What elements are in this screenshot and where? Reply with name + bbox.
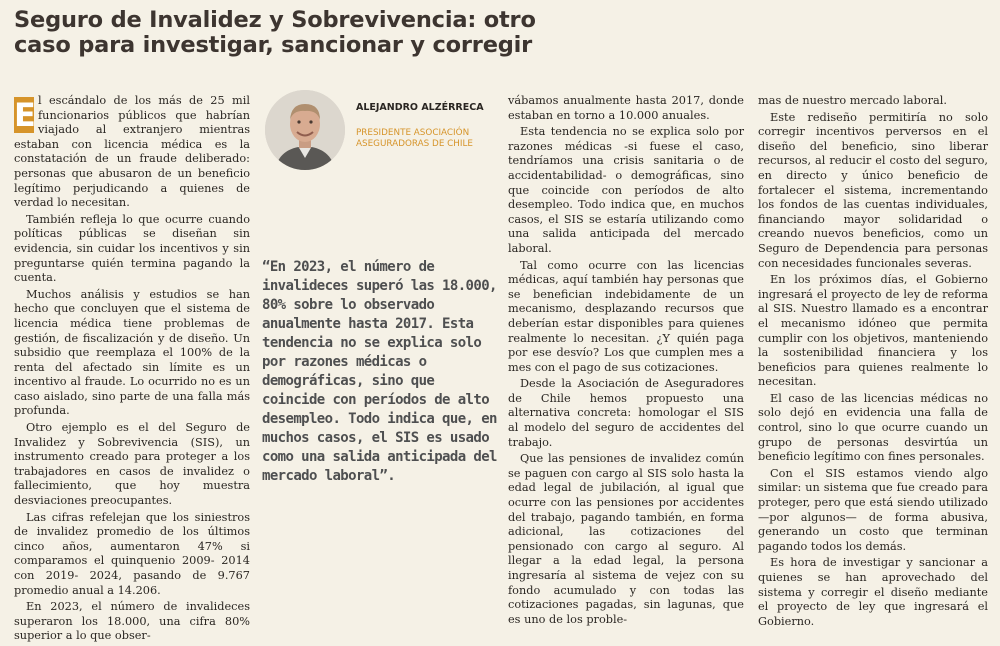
paragraph: Esta tendencia no se explica solo por razones médicas -si fuese el caso, tendríamos una crisis sanitaria o de accidentabilidad- o demográficas, sino que coincide con períodos de alto desempleo. Todo indica que, en muchos casos, el SIS se estaría utilizando como una salida anticipada del mercado laboral. [508, 125, 744, 255]
pull-quote: “En 2023, el número de invalideces superó las 18.000, 80% sobre lo observado anualmente hasta 2017. Esta tendencia no se explica solo por razones médicas o demográficas, sino que coincide con períodos de alto desempleo. Todo indica que, en muchos casos, el SIS es usado como una salida anticipada del mercado laboral”. [262, 259, 497, 484]
author-role: PRESIDENTE ASOCIACIÓN ASEGURADORAS DE CHILE [356, 128, 473, 149]
article-column-3 [508, 94, 744, 629]
paragraph: Otro ejemplo es el del Seguro de Invalidez y Sobrevivencia (SIS), un instrumento creado para proteger a los trabajadores en casos de invalidez o fallecimiento, que hoy muestra desviaciones preocupantes. [14, 421, 250, 508]
paragraph: Desde la Asociación de Aseguradores de Chile hemos propuesto una alternativa concreta: homologar el SIS al modelo del seguro de accidentes del trabajo. [508, 377, 744, 449]
paragraph: mas de nuestro mercado laboral. [758, 94, 947, 107]
paragraph: Que las pensiones de invalidez común se paguen con cargo al SIS solo hasta la edad legal de jubilación, al igual que ocurre con las pensiones por accidentes del trabajo, pagando también, en forma adicional, las cotizaciones del pensionado con cargo al seguro. Al llegar a la edad legal, la persona ingresaría al sistema de vejez con su fondo acumulado y con todas las cotizaciones pagadas, sin lagunas, que es uno de los proble- [508, 452, 744, 626]
author-byline [262, 90, 502, 176]
article-headline: Seguro de Invalidez y Sobrevivencia: otro caso para investigar, sancionar y corregir [14, 7, 536, 58]
author-portrait-icon [265, 90, 345, 170]
paragraph: En 2023, el número de invalideces superaron los 18.000, una cifra 80% superior a lo que obser- [14, 600, 250, 643]
paragraph: Este rediseño permitiría no solo corregir incentivos perversos en el diseño del beneficio, sino liberar recursos, al reducir el costo del seguro, en directo y único beneficio de fortalecer el sistema, incrementando los fondos de las cuentas individuales, financiando mayor solidaridad o creando nuevos beneficios, como un Seguro de Dependencia para personas con necesidades funcionales severas. [758, 110, 988, 270]
paragraph: Tal como ocurre con las licencias médicas, aquí también hay personas que se benefician indebidamente de un mecanismo, desplazando recursos que deberían estar disponibles para quienes realmente lo necesitan. ¿Y quién paga por ese desvío? Los que cumplen mes a mes con el pago de sus cotizaciones. [508, 258, 744, 374]
drop-cap: E [14, 96, 36, 134]
paragraph: También refleja lo que ocurre cuando políticas públicas se diseñan sin evidencia, sin cuidar los incentivos y sin preguntarse quién termina pagando la cuenta. [14, 212, 250, 285]
author-photo [265, 90, 345, 170]
paragraph: E l escándalo de los más de 25 mil funcionarios públicos que habrían viajado al extranjero mientras estaban con licencia médica es la constatación de un fraude deliberado: personas que abusaron de un beneficio legítimo perjudicando a quienes de verdad lo necesitan. [14, 94, 250, 210]
paragraph: Las cifras refelejan que los siniestros de invalidez promedio de los últimos cinco años, aumentaron 47% si comparamos el quinquenio 2009- 2014 con 2019- 2024, pasando de 9.767 promedio anual a 14.206. [14, 510, 250, 597]
paragraph: vábamos anualmente hasta 2017, donde estaban en torno a 10.000 anuales. [508, 94, 744, 122]
paragraph: Con el SIS estamos viendo algo similar: un sistema que fue creado para proteger, pero que está siendo utilizado —por algunos— de forma abusiva, generando un costo que terminan pagando todos los demás. [758, 466, 988, 553]
paragraph: El caso de las licencias médicas no solo dejó en evidencia una falla de control, sino lo que ocurre cuando un grupo de personas desvirtúa un beneficio legítimo con fines personales. [758, 391, 988, 464]
paragraph: Es hora de investigar y sancionar a quienes se han aprovechado del sistema y corregir el diseño mediante el proyecto de ley que ingresará el Gobierno. [758, 556, 988, 628]
article-column-4 [758, 94, 988, 631]
author-name: ALEJANDRO ALZÉRRECA [356, 102, 484, 113]
paragraph: En los próximos días, el Gobierno ingresará el proyecto de ley de reforma al SIS. Nuestro llamado es a encontrar el mecanismo idóneo que permita cumplir con los objetivos, manteniendo la sostenibilidad financiera y los beneficios para quienes realmente lo necesitan. [758, 273, 988, 389]
paragraph: Muchos análisis y estudios se han hecho que concluyen que el sistema de licencia médica tiene problemas de gestión, de fiscalización y de diseño. Un subsidio que reemplaza el 100% de la renta del afectado sin límite es un incentivo al fraude. Lo ocurrido no es un caso aislado, sino parte de una falla más profunda. [14, 287, 250, 418]
article-column-1 [14, 94, 250, 646]
